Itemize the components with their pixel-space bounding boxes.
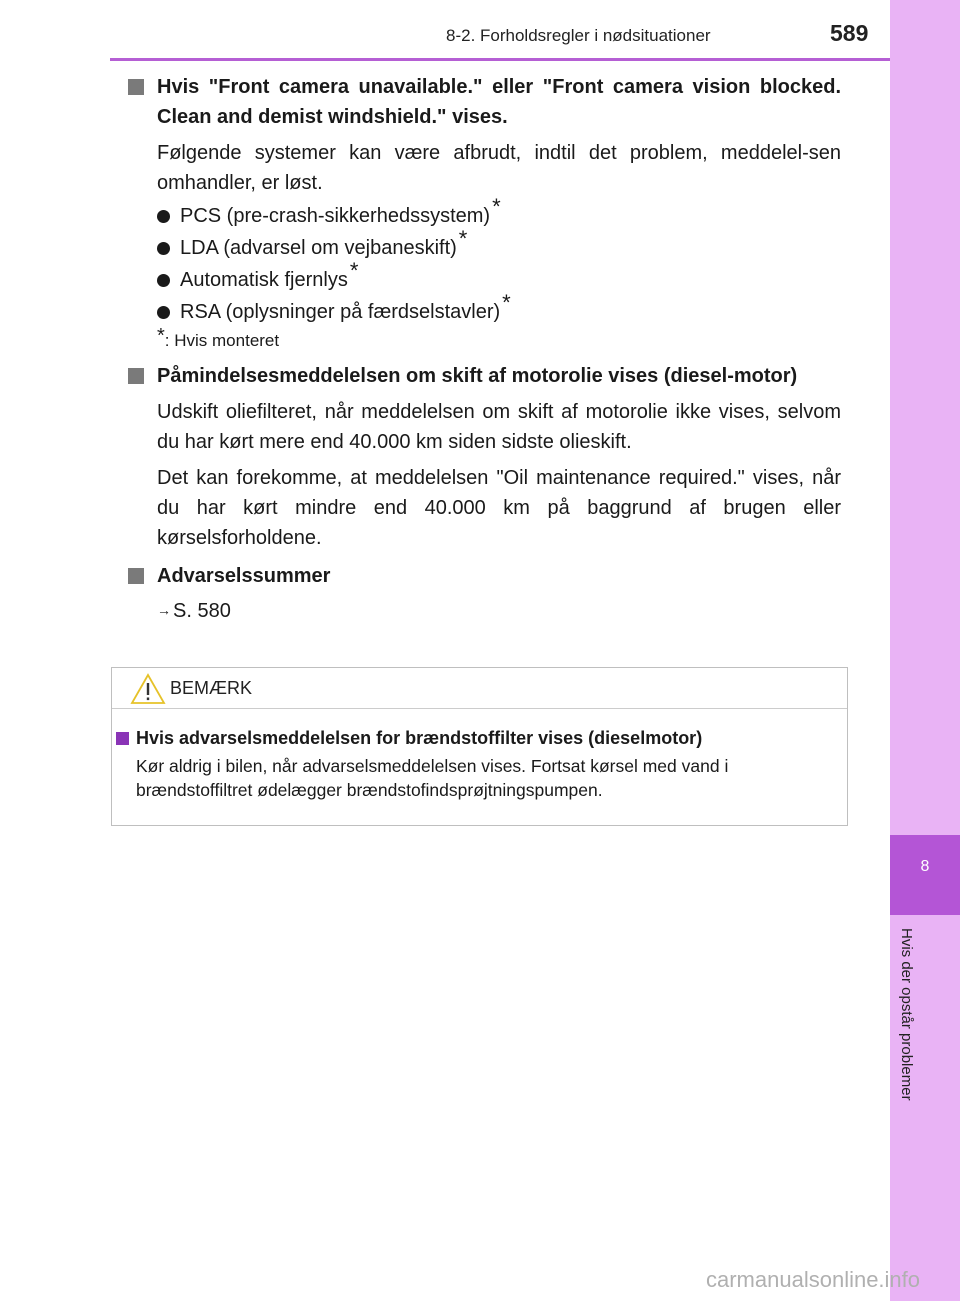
camera-intro: Følgende systemer kan være afbrudt, indtil det problem, meddelel-sen omhandler, er løst. <box>157 142 841 194</box>
page-reference-text: S. 580 <box>173 600 231 622</box>
notice-heading <box>116 728 847 749</box>
list-item-text: LDA (advarsel om vejbaneskift) <box>180 237 457 259</box>
header-rule <box>110 58 890 61</box>
camera-heading <box>128 72 841 132</box>
buzzer-heading <box>128 561 841 591</box>
list-item-text: Automatisk fjernlys <box>180 269 348 291</box>
footnote-asterisk: * <box>157 325 165 347</box>
watermark: carmanualsonline.info <box>706 1267 921 1292</box>
square-bullet-icon <box>128 79 144 95</box>
notice-header <box>112 668 847 709</box>
chapter-title: Hvis der opstår problemer <box>898 928 915 1101</box>
asterisk-mark: * <box>492 194 501 219</box>
oil-heading <box>128 361 841 391</box>
list-item <box>157 194 841 232</box>
notice-heading-text: Hvis advarselsmeddelelsen for brændstoffilter vises (dieselmotor) <box>136 728 703 748</box>
warning-icon <box>130 673 166 705</box>
list-item <box>157 290 841 328</box>
page-reference[interactable] <box>128 595 841 626</box>
oil-paragraph-2: Det kan forekomme, at meddelelsen "Oil maintenance required." vises, når du har kørt mindre end 40.000 km på baggrund af brugen eller kørselsforholdene. <box>157 467 841 549</box>
camera-heading-text: Hvis "Front camera unavailable." eller "Front camera vision blocked. Clean and demist windshield." vises. <box>157 76 841 128</box>
bullet-dot-icon <box>157 210 170 223</box>
section-title: 8-2. Forholdsregler i nødsituationer <box>446 26 711 45</box>
square-bullet-icon <box>128 368 144 384</box>
page-number: 589 <box>830 20 869 46</box>
oil-heading-text: Påmindelsesmeddelelsen om skift af motorolie vises (diesel-motor) <box>157 365 798 387</box>
notice-title: BEMÆRK <box>170 678 253 698</box>
list-item <box>157 226 841 264</box>
asterisk-mark: * <box>502 290 511 315</box>
chapter-number: 8 <box>920 858 930 875</box>
affected-systems-list <box>128 194 841 328</box>
asterisk-mark: * <box>458 226 468 251</box>
oil-paragraph-1: Udskift oliefilteret, når meddelelsen om skift af motorolie ikke vises, selvom du har kørt mere end 40.000 km siden sidste olieskift. <box>157 401 841 453</box>
list-item-text: RSA (oplysninger på færdselstavler) <box>180 301 501 323</box>
arrow-right-icon: → <box>157 602 171 618</box>
bullet-dot-icon <box>157 274 170 287</box>
asterisk-mark: * <box>349 258 359 283</box>
square-bullet-icon <box>116 732 129 745</box>
main-content <box>128 68 841 626</box>
list-item <box>157 258 841 296</box>
square-bullet-icon <box>128 568 144 584</box>
footnote-text: : Hvis monteret <box>164 331 280 350</box>
buzzer-heading-text: Advarselssummer <box>157 565 331 587</box>
notice-body: Kør aldrig i bilen, når advarselsmeddelelsen vises. Fortsat kørsel med vand i brændstoffiltret ødelægger brændstofindsprøjtningspumpen. <box>136 756 729 800</box>
list-item-text: PCS (pre-crash-sikkerhedssystem) <box>180 205 491 227</box>
bullet-dot-icon <box>157 306 170 319</box>
notice-box <box>111 667 848 826</box>
footnote <box>128 325 841 353</box>
bullet-dot-icon <box>157 242 170 255</box>
